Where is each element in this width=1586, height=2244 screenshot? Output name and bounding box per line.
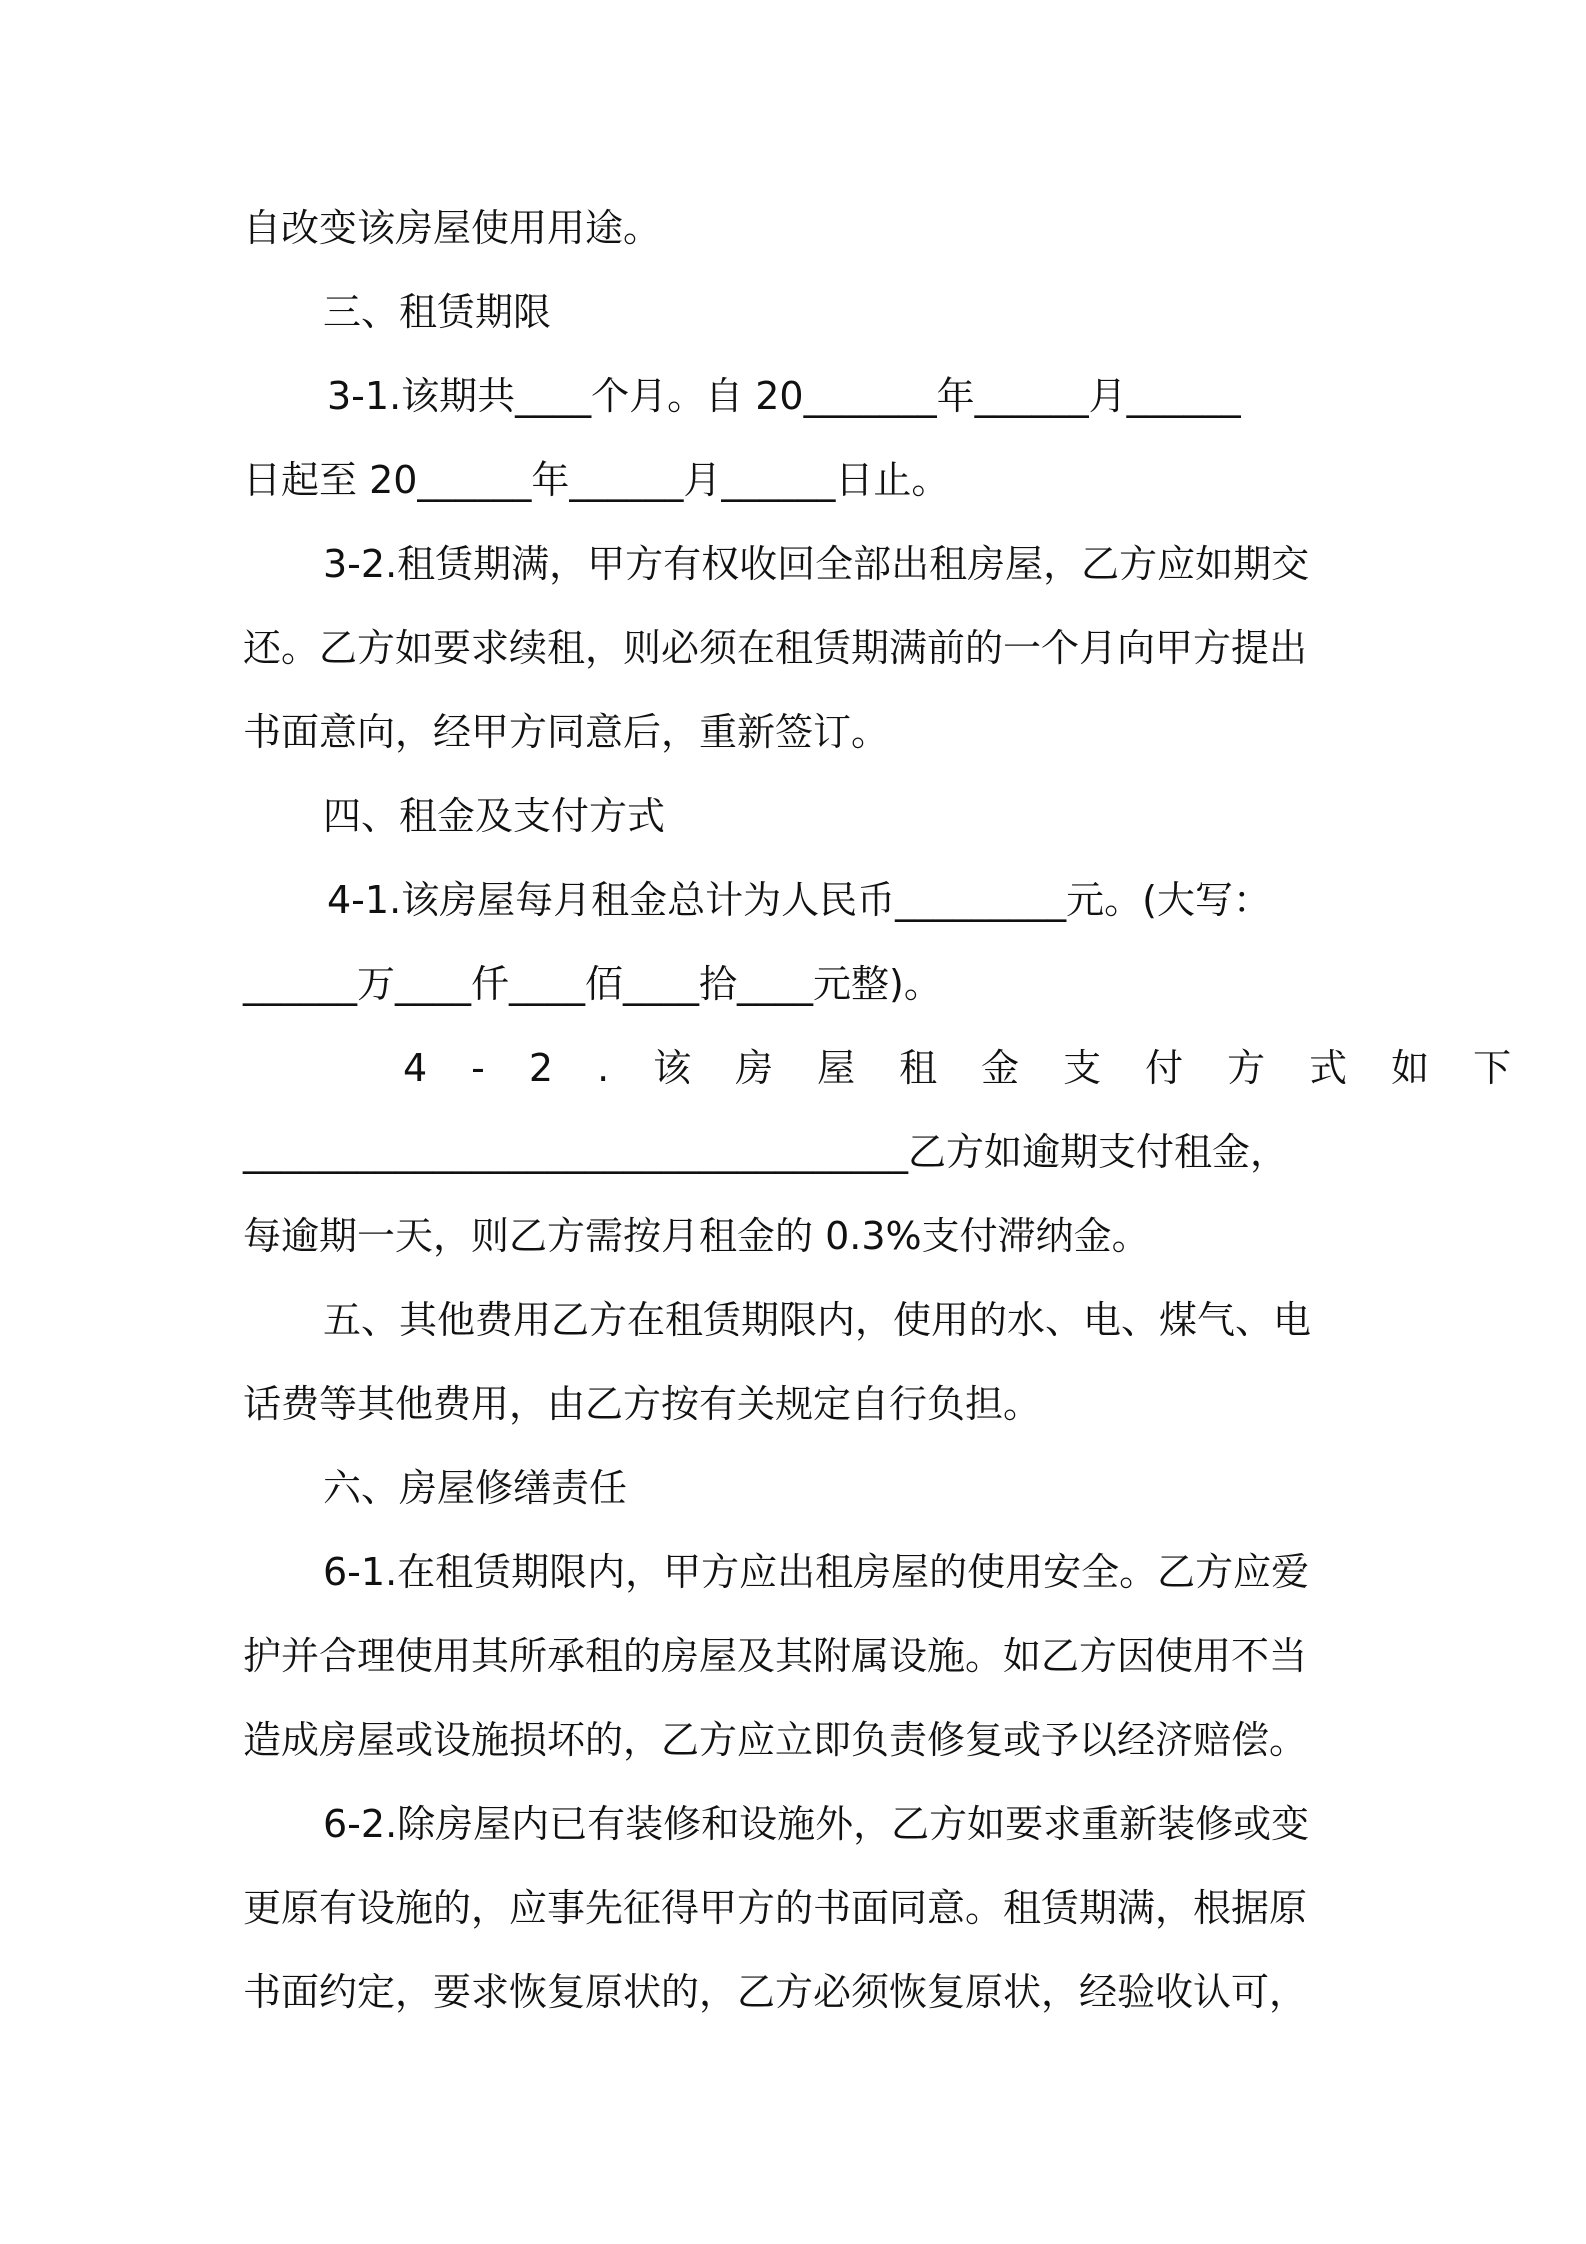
text-line: ___________________________________乙方如逾期支付租金，: [243, 1130, 1289, 1174]
text-line: ______万____仟____佰____拾____元整)。: [243, 962, 942, 1006]
section-heading-other-fees: 五、其他费用乙方在租赁期限内，使用的水、电、煤气、电: [323, 1298, 1312, 1342]
text-line: 日起至 20______年______月______日止。: [243, 458, 950, 502]
clause-3-2: 3-2.租赁期满，甲方有权收回全部出租房屋，乙方应如期交: [323, 542, 1310, 586]
clause-6-2: 6-2.除房屋内已有装修和设施外，乙方如要求重新装修或变: [323, 1802, 1310, 1846]
text-line: 书面约定，要求恢复原状的，乙方必须恢复原状，经验收认可，: [243, 1970, 1308, 2014]
clause-3-1: 3-1.该期共____个月。自 20_______年______月______: [327, 374, 1241, 418]
text-line: 更原有设施的，应事先征得甲方的书面同意。租赁期满，根据原: [243, 1886, 1308, 1930]
section-heading-repair-duty: 六、房屋修缮责任: [323, 1466, 628, 1510]
text-line: 自改变该房屋使用用途。: [243, 206, 662, 250]
text-line: 护并合理使用其所承租的房屋及其附属设施。如乙方因使用不当: [243, 1634, 1308, 1678]
section-heading-rent-payment: 四、租金及支付方式: [323, 794, 666, 838]
clause-4-1: 4-1.该房屋每月租金总计为人民币_________元。(大写：: [327, 878, 1271, 922]
text-line: 还。乙方如要求续租，则必须在租赁期满前的一个月向甲方提出: [243, 626, 1308, 670]
text-line: 每逾期一天，则乙方需按月租金的 0.3%支付滞纳金。: [243, 1214, 1150, 1258]
section-heading-lease-term: 三、租赁期限: [323, 290, 552, 334]
text-line: 话费等其他费用，由乙方按有关规定自行负担。: [243, 1382, 1042, 1426]
document-body: [243, 186, 1556, 2034]
clause-4-2: 4-2.该房屋租金支付方式如下: [403, 1046, 1556, 1090]
text-line: 书面意向，经甲方同意后，重新签订。: [243, 710, 890, 754]
text-line: 造成房屋或设施损坏的，乙方应立即负责修复或予以经济赔偿。: [243, 1718, 1308, 1762]
clause-6-1: 6-1.在租赁期限内，甲方应出租房屋的使用安全。乙方应爱: [323, 1550, 1310, 1594]
